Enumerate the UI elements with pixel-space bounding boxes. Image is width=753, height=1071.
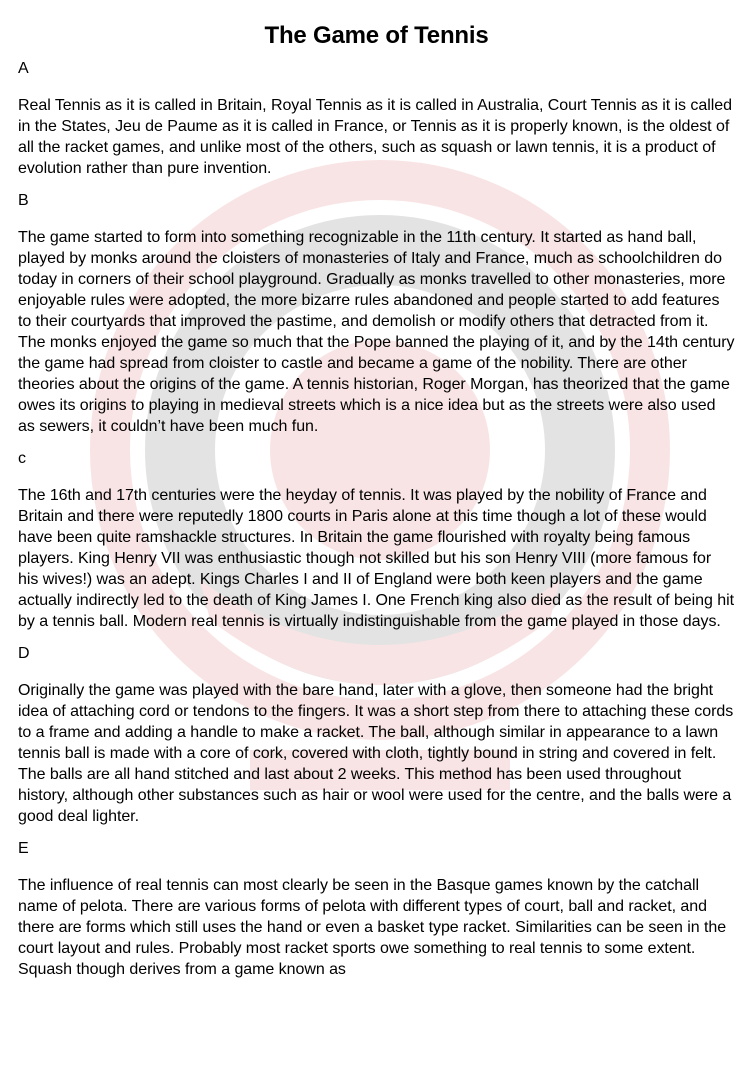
page-title: The Game of Tennis xyxy=(264,22,489,49)
section-paragraph: The influence of real tennis can most clearly be seen in the Basque games known by the catchall name of pelota. There are various forms of pelota with different types of court, ball and racket, and there are forms which still uses the hand or even a basket type racket. Similarities can be seen in the court layout and rules. Probably most racket sports owe something to real tennis to some extent. Squash though derives from a game known as xyxy=(18,877,727,978)
section-letter: A xyxy=(18,60,29,77)
section-b xyxy=(18,190,735,437)
section-letter: B xyxy=(18,192,29,209)
section-paragraph: The game started to form into something recognizable in the 11th century. It started as hand ball, played by monks around the cloisters of monasteries of Italy and France, much as schoolchildren do today in corners of their school playground. Gradually as monks travelled to other monasteries, more enjoyable rules were adopted, the more bizarre rules abandoned and people started to add features to their courtyards that improved the pastime, and demolish or modify others that detracted from it. The monks enjoyed the game so much that the Pope banned the playing of it, and by the 14th century the game had spread from cloister to castle and became a game of the nobility. There are other theories about the origins of the game. A tennis historian, Roger Morgan, has theorized that the game owes its origins to playing in medieval streets which is a nice idea but as the streets were also used as sewers, it couldn’t have been much fun. xyxy=(18,229,735,435)
section-paragraph: Originally the game was played with the bare hand, later with a glove, then someone had the bright idea of attaching cord or tendons to the fingers. It was a short step from there to attaching these cords to a frame and adding a handle to make a racket. The ball, although similar in appearance to a lawn tennis ball is made with a core of cork, covered with cloth, tightly bound in string and covered in felt. The balls are all hand stitched and last about 2 weeks. This method has been used throughout history, although other substances such as hair or wool were used for the centre, and the balls were a good deal lighter. xyxy=(18,682,734,825)
section-d xyxy=(18,643,735,827)
section-paragraph: Real Tennis as it is called in Britain, Royal Tennis as it is called in Australia, Court Tennis as it is called in the States, Jeu de Paume as it is called in France, or Tennis as it is properly known, is the oldest of all the racket games, and unlike most of the others, such as squash or lawn tennis, it is a product of evolution rather than pure invention. xyxy=(18,97,732,177)
section-letter: c xyxy=(18,450,26,467)
section-a xyxy=(18,58,735,179)
section-e xyxy=(18,838,735,980)
section-c xyxy=(18,448,735,632)
section-letter: E xyxy=(18,840,29,857)
section-paragraph: The 16th and 17th centuries were the heyday of tennis. It was played by the nobility of France and Britain and there were reputedly 1800 courts in Paris alone at this time though a lot of these would have been quite ramshackle structures. In Britain the game flourished with royalty being famous players. King Henry VII was enthusiastic though not skilled but his son Henry VIII (more famous for his wives!) was an adept. Kings Charles I and II of England were both keen players and the game actually indirectly led to the death of King James I. One French king also died as the result of being hit by a tennis ball. Modern real tennis is virtually indistinguishable from the game played in those days. xyxy=(18,487,734,630)
section-letter: D xyxy=(18,645,30,662)
